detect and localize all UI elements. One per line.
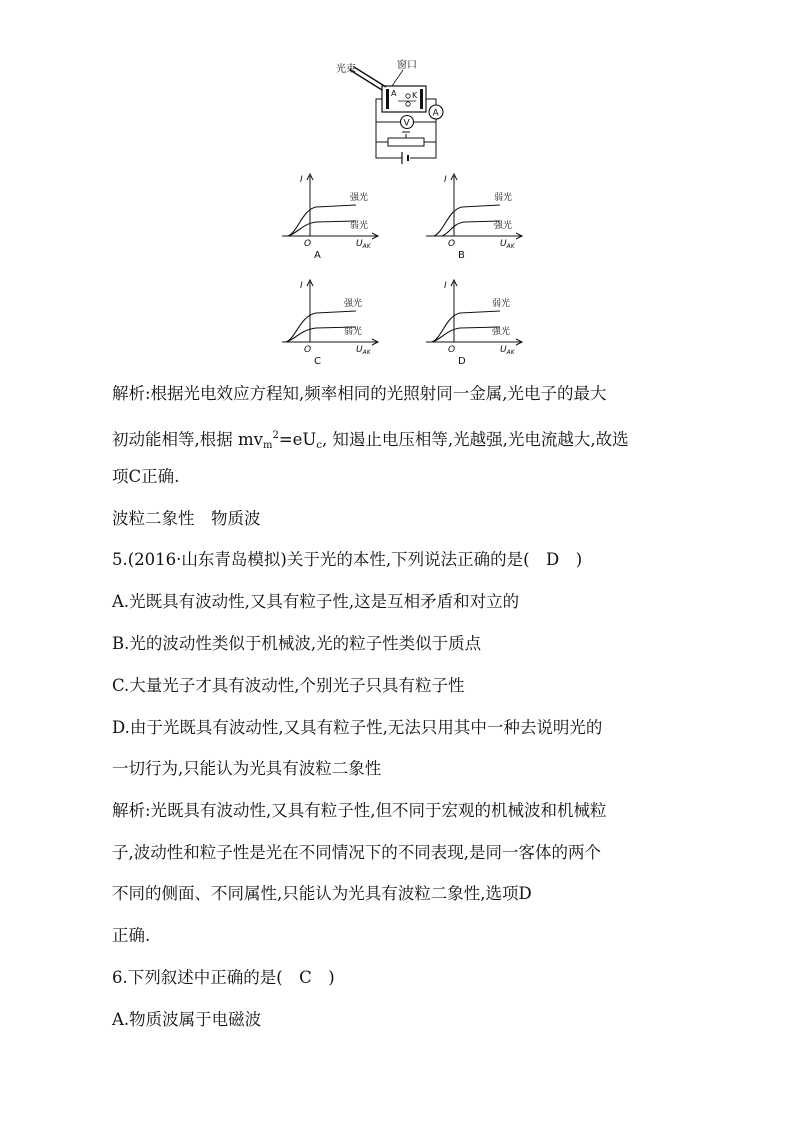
y-axis-label: I bbox=[444, 281, 447, 291]
curve-upper-label: 强光 bbox=[350, 193, 369, 203]
x-axis-label: $U_{AK}$ bbox=[356, 345, 371, 356]
origin-label: O bbox=[304, 345, 312, 355]
wire bbox=[376, 142, 402, 158]
analysis-1-line-2-part-b: =eU bbox=[278, 430, 317, 449]
electron-icon bbox=[406, 94, 410, 98]
question-5-option-d-line-1: D.由于光既具有波动性,又具有粒子性,无法只用其中一种去说明光的 bbox=[112, 718, 603, 737]
graph-option-d bbox=[422, 276, 532, 368]
x-axis-label: $U_{AK}$ bbox=[356, 239, 371, 250]
curve-lower bbox=[442, 221, 500, 236]
electron-icon bbox=[406, 102, 410, 106]
anode-plate bbox=[386, 89, 389, 109]
y-axis-label: I bbox=[300, 175, 303, 185]
curve-upper-label: 弱光 bbox=[492, 299, 511, 309]
question-5-stem: 5.(2016·山东青岛模拟)关于光的本性,下列说法正确的是( D ) bbox=[112, 550, 583, 569]
option-label: A bbox=[314, 250, 321, 261]
curve-lower-label: 强光 bbox=[494, 221, 513, 231]
analysis-1-line-1: 解析:根据光电效应方程知,频率相同的光照射同一金属,光电子的最大 bbox=[112, 384, 607, 403]
window-pointer bbox=[392, 70, 403, 86]
analysis-1-line-2-part-c: , 知遏止电压相等,光越强,光电流越大,故选 bbox=[321, 430, 629, 449]
question-6-stem: 6.下列叙述中正确的是( C ) bbox=[112, 968, 335, 987]
cathode-plate bbox=[420, 89, 423, 109]
subscript-c: c bbox=[316, 440, 322, 451]
wire bbox=[426, 99, 436, 105]
superscript-2: 2 bbox=[272, 430, 279, 441]
curve-lower-label: 强光 bbox=[492, 327, 511, 337]
analysis-1-line-3: 项C正确. bbox=[112, 467, 180, 486]
y-axis-label: I bbox=[444, 175, 447, 185]
curve-upper bbox=[432, 311, 500, 342]
y-axis-label: I bbox=[300, 281, 303, 291]
analysis-1-line-2-part-a: 初动能相等,根据 mv bbox=[112, 430, 263, 449]
curve-lower bbox=[432, 327, 500, 342]
question-6-option-a: A.物质波属于电磁波 bbox=[112, 1010, 262, 1029]
curve-lower-label: 弱光 bbox=[344, 327, 363, 337]
curve-upper-label: 强光 bbox=[344, 299, 363, 309]
cathode-label: K bbox=[412, 91, 418, 100]
origin-label: O bbox=[448, 345, 456, 355]
window-label: 窗口 bbox=[397, 60, 417, 71]
origin-label: O bbox=[304, 239, 312, 249]
x-axis-label: $U_{AK}$ bbox=[500, 345, 515, 356]
curve-upper-label: 弱光 bbox=[494, 193, 513, 203]
x-axis-label: $U_{AK}$ bbox=[500, 239, 515, 250]
voltmeter-label: V bbox=[403, 118, 410, 129]
option-label: C bbox=[314, 356, 321, 367]
graph-option-c bbox=[278, 276, 388, 368]
question-5-analysis-line-2: 子,波动性和粒子性是光在不同情况下的不同表现,是同一客体的两个 bbox=[112, 843, 601, 862]
curve-strong bbox=[288, 205, 356, 236]
light-beam-line-2 bbox=[354, 67, 386, 87]
section-title: 波粒二象性 物质波 bbox=[112, 509, 261, 528]
option-label: B bbox=[458, 250, 465, 261]
subscript-m: m bbox=[262, 440, 273, 451]
graph-option-a bbox=[278, 170, 388, 262]
curve-upper bbox=[434, 205, 500, 236]
option-label: D bbox=[458, 356, 466, 367]
graph-option-b bbox=[422, 170, 532, 262]
rheostat bbox=[388, 138, 424, 146]
question-5-option-b: B.光的波动性类似于机械波,光的粒子性类似于质点 bbox=[112, 634, 482, 653]
question-5-option-c: C.大量光子才具有波动性,个别光子只具有粒子性 bbox=[112, 676, 465, 695]
question-5-option-a: A.光既具有波动性,又具有粒子性,这是互相矛盾和对立的 bbox=[112, 592, 520, 611]
question-5-option-d-line-2: 一切行为,只能认为光具有波粒二象性 bbox=[112, 759, 382, 778]
wire bbox=[410, 142, 436, 158]
phototube-circuit-diagram bbox=[336, 56, 450, 166]
question-5-analysis-line-1: 解析:光既具有波动性,又具有粒子性,但不同于宏观的机械波和机械粒 bbox=[112, 801, 607, 820]
anode-label: A bbox=[391, 89, 397, 98]
curve-weak bbox=[288, 221, 356, 236]
beam-label: 光束 bbox=[336, 64, 356, 75]
ammeter-label: A bbox=[432, 108, 439, 119]
question-5-analysis-line-4: 正确. bbox=[112, 926, 151, 945]
origin-label: O bbox=[448, 239, 456, 249]
analysis-1-line-2 bbox=[112, 426, 629, 456]
question-5-analysis-line-3: 不同的侧面、不同属性,只能认为光具有波粒二象性,选项D bbox=[112, 884, 532, 903]
curve-lower-label: 弱光 bbox=[350, 221, 369, 231]
